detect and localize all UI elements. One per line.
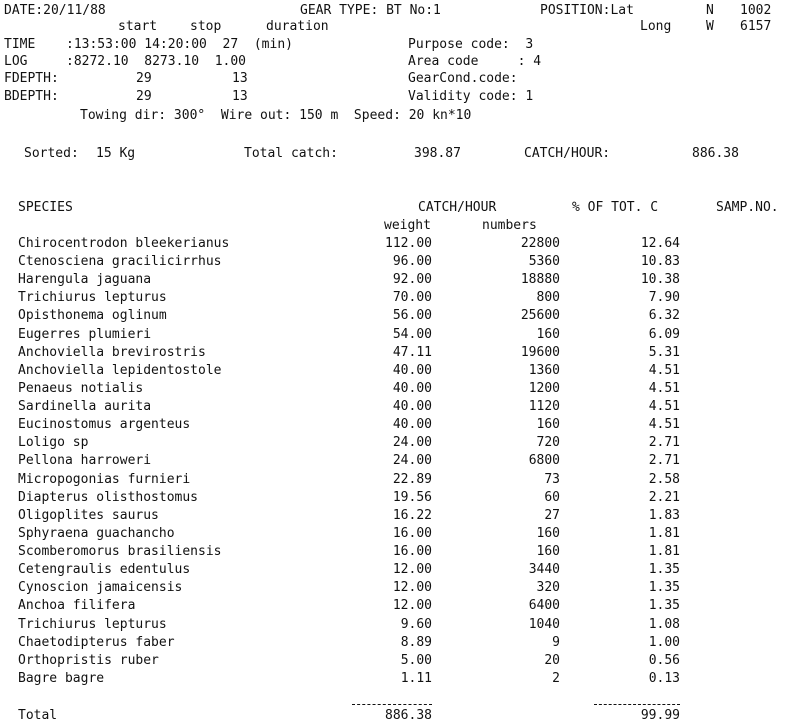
lat-value: 1002 [740,3,772,18]
catch-numbers: 19600 [520,344,560,360]
catch-numbers: 2 [552,670,560,686]
table-row [0,452,800,470]
catch-numbers: 27 [544,507,560,523]
pct-total: 0.56 [648,652,680,668]
catch-numbers: 1120 [528,399,560,415]
species-name: Chaetodipterus faber [18,634,175,650]
catch-numbers: 720 [536,435,560,451]
total-label: Total [18,708,58,723]
long-value: 6157 [740,19,772,34]
purpose-code: Purpose code: 3 [408,37,534,52]
pct-total: 1.35 [648,598,680,614]
pct-total: 6.32 [648,308,680,324]
species-name: Sphyraena guachancho [18,525,175,541]
pct-total: 1.81 [648,525,680,541]
sub-weight: weight [384,218,431,233]
catch-weight: 19.56 [392,489,432,505]
catch-weight: 56.00 [392,308,432,324]
pct-total: 1.81 [648,544,680,560]
bdepth-label: BDEPTH: [4,89,59,104]
long-dir: W [706,19,714,34]
pct-total: 2.71 [648,453,680,469]
total-catch-label: Total catch: [244,146,338,161]
pct-total: 4.51 [648,362,680,378]
species-name: Trichiurus lepturus [18,290,167,306]
col-start: start [118,19,158,34]
pct-total: 1.08 [648,616,680,632]
area-code: Area code : 4 [408,54,542,69]
pct-total: 1.83 [648,507,680,523]
catch-weight: 12.00 [392,598,432,614]
table-row [0,253,800,271]
table-row [0,616,800,634]
col-samp-no: SAMP.NO. [716,200,779,215]
col-stop: stop [190,19,222,34]
bdepth-start: 29 [136,89,152,104]
pct-total: 1.00 [648,634,680,650]
catch-numbers: 800 [536,290,560,306]
species-name: Chirocentrodon bleekerianus [18,236,230,251]
catch-weight: 24.00 [392,453,432,469]
pct-total: 7.90 [648,290,680,306]
catch-weight: 16.00 [392,525,432,541]
catch-weight: 16.00 [392,544,432,560]
sorted-value: 15 Kg [96,146,136,161]
catch-hour-value: 886.38 [692,146,739,161]
catch-weight: 1.11 [400,670,432,686]
pct-total-rule [594,704,680,705]
time-label: TIME [4,37,36,52]
species-name: Ctenosciena gracilicirrhus [18,254,222,270]
total-catch-value: 398.87 [414,146,461,161]
catch-weight: 70.00 [392,290,432,306]
species-name: Penaeus notialis [18,380,144,396]
pct-total: 6.09 [648,326,680,342]
time-value: :13:53:00 14:20:00 27 (min) [66,37,293,52]
table-row [0,489,800,507]
fdepth-stop: 13 [232,71,248,86]
pct-total: 2.21 [648,489,680,505]
species-name: Scomberomorus brasiliensis [18,544,222,560]
table-row [0,416,800,434]
catch-numbers: 73 [544,471,560,487]
catch-weight: 5.00 [400,652,432,668]
total-pct: 99.99 [640,708,680,723]
catch-weight: 40.00 [392,417,432,433]
catch-weight: 12.00 [392,562,432,578]
pct-total: 2.71 [648,435,680,451]
total-weight: 886.38 [385,708,432,723]
catch-weight: 54.00 [392,326,432,342]
species-name: Loligo sp [18,435,89,451]
col-catch-hour: CATCH/HOUR [418,200,497,215]
table-row [0,326,800,344]
validity-code: Validity code: 1 [408,89,534,104]
catch-hour-label: CATCH/HOUR: [524,146,611,161]
table-row [0,307,800,325]
species-name: Oligoplites saurus [18,507,159,523]
gear-type: GEAR TYPE: BT No:1 [300,3,441,18]
species-name: Orthopristis ruber [18,652,159,668]
species-name: Eugerres plumieri [18,326,152,342]
catch-numbers: 160 [536,525,560,541]
table-row [0,398,800,416]
table-row [0,344,800,362]
species-name: Trichiurus lepturus [18,616,167,632]
species-name: Micropogonias furnieri [18,471,191,487]
species-name: Anchoviella lepidentostole [18,362,222,378]
table-row [0,235,800,253]
col-duration: duration [266,19,329,34]
catch-numbers: 1200 [528,380,560,396]
species-name: Anchoa filifera [18,598,136,614]
pct-total: 5.31 [648,344,680,360]
catch-weight: 12.00 [392,580,432,596]
species-name: Cetengraulis edentulus [18,562,191,578]
pct-total: 1.35 [648,562,680,578]
table-row [0,380,800,398]
pct-total: 10.83 [640,254,680,270]
weight-total-rule [352,704,432,705]
catch-numbers: 160 [536,417,560,433]
position-label: POSITION:Lat [540,3,634,18]
catch-numbers: 1360 [528,362,560,378]
pct-total: 12.64 [640,236,680,251]
sub-numbers: numbers [482,218,537,233]
species-name: Diapterus olisthostomus [18,489,199,505]
table-row [0,634,800,652]
pct-total: 0.13 [648,670,680,686]
species-name: Bagre bagre [18,670,105,686]
catch-weight: 8.89 [400,634,432,650]
species-name: Harengula jaguana [18,272,152,288]
species-name: Pellona harroweri [18,453,152,469]
species-name: Eucinostomus argenteus [18,417,191,433]
catch-numbers: 20 [544,652,560,668]
log-value: :8272.10 8273.10 1.00 [66,54,247,69]
table-row [0,507,800,525]
pct-total: 4.51 [648,417,680,433]
col-pct-total: % OF TOT. C [572,200,659,215]
catch-numbers: 6400 [528,598,560,614]
table-row [0,543,800,561]
pct-total: 1.35 [648,580,680,596]
table-row [0,652,800,670]
table-row [0,561,800,579]
species-name: Sardinella aurita [18,399,152,415]
species-name: Opisthonema oglinum [18,308,167,324]
catch-weight: 24.00 [392,435,432,451]
catch-weight: 96.00 [392,254,432,270]
catch-numbers: 25600 [520,308,560,324]
catch-numbers: 5360 [528,254,560,270]
catch-weight: 40.00 [392,380,432,396]
col-species: SPECIES [18,200,73,215]
log-label: LOG [4,54,28,69]
catch-numbers: 160 [536,544,560,560]
table-row [0,471,800,489]
lat-dir: N [706,3,714,18]
table-row [0,579,800,597]
table-row [0,670,800,688]
catch-numbers: 60 [544,489,560,505]
table-row [0,289,800,307]
table-row [0,434,800,452]
sorted-label: Sorted: [24,146,79,161]
pct-total: 4.51 [648,380,680,396]
pct-total: 2.58 [648,471,680,487]
date-label: DATE:20/11/88 [4,3,106,18]
fdepth-start: 29 [136,71,152,86]
catch-numbers: 3440 [528,562,560,578]
catch-weight: 40.00 [392,362,432,378]
catch-weight: 47.11 [392,344,432,360]
table-row [0,271,800,289]
catch-numbers: 320 [536,580,560,596]
table-row [0,597,800,615]
catch-numbers: 9 [552,634,560,650]
species-name: Anchoviella brevirostris [18,344,206,360]
table-row [0,525,800,543]
catch-weight: 16.22 [392,507,432,523]
catch-weight: 92.00 [392,272,432,288]
catch-weight: 112.00 [385,236,432,251]
pct-total: 4.51 [648,399,680,415]
pct-total: 10.38 [640,272,680,288]
species-name: Cynoscion jamaicensis [18,580,183,596]
catch-numbers: 160 [536,326,560,342]
gearcond-code: GearCond.code: [408,71,518,86]
catch-numbers: 18880 [520,272,560,288]
table-row [0,362,800,380]
catch-numbers: 22800 [520,236,560,251]
catch-weight: 22.89 [392,471,432,487]
long-label: Long [640,19,672,34]
catch-numbers: 6800 [528,453,560,469]
fdepth-label: FDEPTH: [4,71,59,86]
catch-weight: 9.60 [400,616,432,632]
catch-numbers: 1040 [528,616,560,632]
catch-weight: 40.00 [392,399,432,415]
towing-info: Towing dir: 300° Wire out: 150 m Speed: 20 kn*10 [80,108,472,123]
bdepth-stop: 13 [232,89,248,104]
